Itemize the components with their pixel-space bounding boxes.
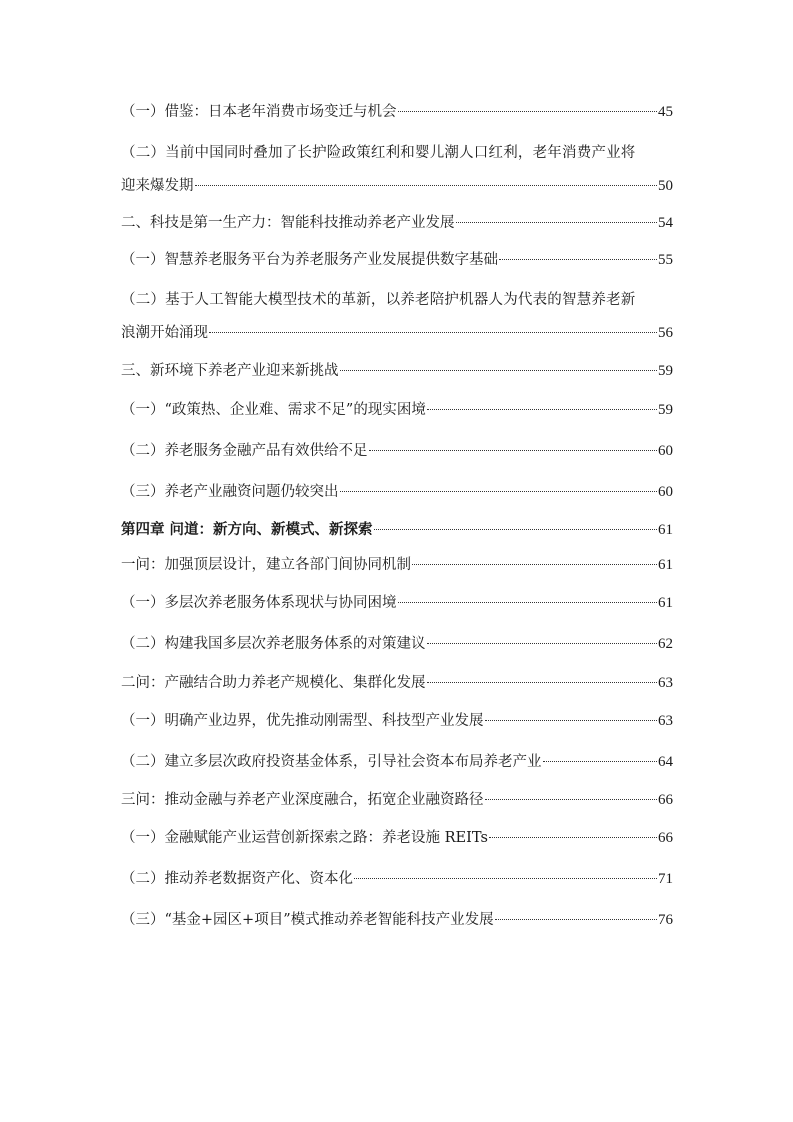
toc-page-number: 59 <box>658 363 673 379</box>
toc-entry[interactable] <box>121 143 673 196</box>
toc-entry-title: 二问：产融结合助力养老产规模化、集群化发展 <box>121 675 426 691</box>
toc-chapter-entry[interactable] <box>121 520 673 540</box>
toc-page-number: 61 <box>658 522 673 538</box>
toc-entry-title: 二、科技是第一生产力：智能科技推动养老产业发展 <box>121 215 455 231</box>
toc-entry[interactable] <box>121 361 673 381</box>
toc-page-number: 63 <box>658 675 673 691</box>
toc-entry[interactable] <box>121 828 673 848</box>
toc-entry-title: （二）构建我国多层次养老服务体系的对策建议 <box>121 636 426 652</box>
toc-entry-title: （三）“基金+园区+项目”模式推动养老智能科技产业发展 <box>121 912 494 928</box>
toc-page-number: 63 <box>658 713 673 729</box>
toc-page-number: 61 <box>658 557 673 573</box>
dot-leader <box>543 760 658 762</box>
toc-page-number: 62 <box>658 636 673 652</box>
toc-page-number: 55 <box>658 252 673 268</box>
dot-leader <box>485 798 658 800</box>
toc-entry[interactable] <box>121 213 673 233</box>
dot-leader <box>427 642 658 644</box>
toc-entry[interactable] <box>121 400 673 420</box>
toc-entry[interactable] <box>121 593 673 613</box>
dot-leader <box>489 836 657 838</box>
toc-page-number: 56 <box>658 325 673 341</box>
toc-page-number: 50 <box>658 178 673 194</box>
dot-leader <box>495 918 657 920</box>
dot-leader <box>195 184 658 186</box>
toc-entry-title: 一问：加强顶层设计，建立各部门间协同机制 <box>121 557 411 573</box>
toc-entry-title: （一）金融赋能产业运营创新探索之路：养老设施 REITs <box>121 830 488 846</box>
toc-entry-title: （二）养老服务金融产品有效供给不足 <box>121 443 368 459</box>
toc-entry[interactable] <box>121 555 673 575</box>
toc-entry[interactable] <box>121 441 673 461</box>
toc-entry-title: （二）当前中国同时叠加了长护险政策红利和婴儿潮人口红利，老年消费产业将 <box>121 145 636 161</box>
dot-leader <box>369 449 658 451</box>
toc-entry[interactable] <box>121 250 673 270</box>
dot-leader <box>340 369 658 371</box>
toc-page-number: 64 <box>658 754 673 770</box>
toc-page-number: 60 <box>658 443 673 459</box>
dot-leader <box>340 490 658 492</box>
toc-entry-title: （一）“政策热、企业难、需求不足”的现实困境 <box>121 402 426 418</box>
toc-entry-title: 第四章 问道：新方向、新模式、新探索 <box>121 521 373 538</box>
toc-page-number: 66 <box>658 792 673 808</box>
dot-leader <box>427 408 657 410</box>
toc-page-number: 54 <box>658 215 673 231</box>
dot-leader <box>427 681 658 683</box>
toc-entry[interactable] <box>121 102 673 122</box>
toc-page-number: 71 <box>658 871 673 887</box>
toc-entry[interactable] <box>121 482 673 502</box>
toc-entry[interactable] <box>121 290 673 343</box>
dot-leader <box>456 221 658 223</box>
toc-entry-title: （二）基于人工智能大模型技术的革新，以养老陪护机器人为代表的智慧养老新 <box>121 292 636 308</box>
toc-entry-title: （一）智慧养老服务平台为养老服务产业发展提供数字基础 <box>121 252 498 268</box>
toc-entry[interactable] <box>121 910 673 930</box>
toc-entry-title: （二）建立多层次政府投资基金体系，引导社会资本布局养老产业 <box>121 754 542 770</box>
dot-leader <box>398 110 658 112</box>
toc-entry[interactable] <box>121 790 673 810</box>
toc-entry-title-continued: 浪潮开始涌现 <box>121 325 208 341</box>
toc-entry-title: （一）多层次养老服务体系现状与协同困境 <box>121 595 397 611</box>
toc-entry-title: 三、新环境下养老产业迎来新挑战 <box>121 363 339 379</box>
dot-leader <box>412 563 657 565</box>
toc-entry[interactable] <box>121 634 673 654</box>
dot-leader <box>398 601 658 603</box>
toc-page-number: 61 <box>658 595 673 611</box>
toc-page-number: 76 <box>658 912 673 928</box>
dot-leader <box>209 331 657 333</box>
toc-page-number: 59 <box>658 402 673 418</box>
toc-entry-title: （二）推动养老数据资产化、资本化 <box>121 871 353 887</box>
dot-leader <box>374 528 657 530</box>
toc-entry-title: 三问：推动金融与养老产业深度融合，拓宽企业融资路径 <box>121 792 484 808</box>
toc-entry[interactable] <box>121 869 673 889</box>
dot-leader <box>485 719 658 721</box>
toc-entry[interactable] <box>121 673 673 693</box>
toc-entry-title-continued: 迎来爆发期 <box>121 178 194 194</box>
toc-entry-title: （三）养老产业融资问题仍较突出 <box>121 484 339 500</box>
toc-entry[interactable] <box>121 711 673 731</box>
dot-leader <box>354 877 657 879</box>
toc-page-number: 66 <box>658 830 673 846</box>
toc-entry[interactable] <box>121 752 673 772</box>
dot-leader <box>499 258 657 260</box>
toc-page-number: 45 <box>658 104 673 120</box>
toc-entry-title: （一）明确产业边界，优先推动刚需型、科技型产业发展 <box>121 713 484 729</box>
toc-entry-title: （一）借鉴：日本老年消费市场变迁与机会 <box>121 104 397 120</box>
toc-page-number: 60 <box>658 484 673 500</box>
